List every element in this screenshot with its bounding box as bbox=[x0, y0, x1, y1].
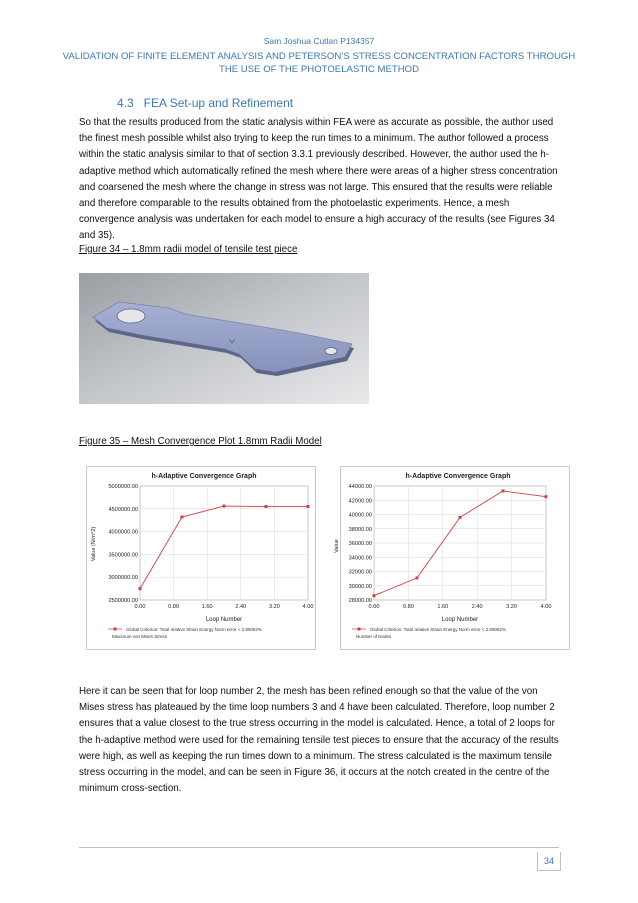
x-tick-label: 0.00 bbox=[134, 604, 146, 610]
y-axis-label: Value (N/m^2) bbox=[91, 526, 97, 562]
chart-title: h-Adaptive Convergence Graph bbox=[151, 473, 257, 480]
x-tick-label: 4.00 bbox=[302, 604, 314, 610]
data-point bbox=[265, 505, 268, 508]
y-tick-label: 5000000.00 bbox=[108, 484, 138, 490]
chart-title: h-Adaptive Convergence Graph bbox=[405, 473, 511, 480]
y-tick-label: 4000000.00 bbox=[108, 529, 138, 536]
x-tick-label: 1.60 bbox=[201, 604, 213, 610]
y-tick-label: 32000.00 bbox=[348, 569, 372, 576]
figure-34-image bbox=[79, 273, 369, 404]
y-tick-label: 34000.00 bbox=[348, 555, 372, 562]
header-author: Sam Joshua Cutlan P134357 bbox=[263, 36, 375, 46]
x-tick-label: 3.20 bbox=[268, 604, 280, 610]
footer-divider bbox=[79, 847, 559, 848]
data-point bbox=[181, 516, 184, 519]
data-point bbox=[416, 576, 419, 579]
data-point bbox=[502, 489, 505, 492]
x-tick-label: 4.00 bbox=[540, 604, 552, 610]
stress-convergence-chart bbox=[86, 466, 316, 650]
figure-34-caption: Figure 34 – 1.8mm radii model of tensile test piece bbox=[79, 244, 298, 255]
y-tick-label: 38000.00 bbox=[348, 526, 372, 533]
paragraph-1: So that the results produced from the static analysis within FEA were as accurate as possible, the author used the finest mesh possible whilst also trying to keep the run times to a minimum. The author followed a process within the static analysis similar to that of section 3.3.1 previously described. However, the author used the h-adaptive method which automatically refined the mesh where there were areas of a higher stress concentration and coarsened the mesh where the change in stress was not large. This ensured that the results were reliable and therefore comparable to the results obtained from the photoelastic experiments. Hence, a mesh convergence analysis was undertaken for each model to ensure a high accuracy of the results (see Figures 34 and 35). bbox=[79, 117, 558, 242]
figure-35-caption: Figure 35 – Mesh Convergence Plot 1.8mm Radii Model bbox=[79, 436, 322, 447]
y-tick-label: 36000.00 bbox=[348, 541, 372, 547]
legend-marker bbox=[114, 628, 117, 631]
x-tick-label: 3.20 bbox=[506, 604, 518, 610]
y-tick-label: 28000.00 bbox=[348, 598, 372, 604]
chart-note: Global Criterion: Total relative Strain Energy Norm error < 2.80062% bbox=[370, 627, 506, 632]
x-tick-label: 0.00 bbox=[368, 604, 380, 610]
page-header bbox=[0, 36, 638, 76]
data-point bbox=[139, 587, 142, 590]
x-tick-label: 2.40 bbox=[235, 604, 247, 610]
page-number: 34 bbox=[537, 852, 561, 871]
x-tick-label: 1.60 bbox=[437, 604, 449, 610]
x-tick-label: 0.80 bbox=[402, 604, 414, 610]
y-tick-label: 4500000.00 bbox=[108, 506, 138, 513]
data-point bbox=[545, 495, 548, 498]
section-heading: 4.3 FEA Set-up and Refinement bbox=[117, 96, 294, 110]
chart-note: Global Criterion: Total relative Strain Energy Norm error < 2.80062% bbox=[126, 627, 262, 632]
y-axis-label: Value bbox=[334, 539, 340, 553]
y-tick-label: 3500000.00 bbox=[108, 552, 138, 559]
y-tick-label: 3000000.00 bbox=[108, 575, 138, 582]
data-point bbox=[459, 516, 462, 519]
header-title: VALIDATION OF FINITE ELEMENT ANALYSIS AND PETERSON’S STRESS CONCENTRATION FACTORS THROUGH THE USE OF THE PHOTOELASTIC METHOD bbox=[62, 51, 576, 75]
x-tick-label: 0.80 bbox=[168, 604, 180, 610]
data-point bbox=[223, 505, 226, 508]
nodes-convergence-chart bbox=[334, 466, 570, 650]
x-axis-label: Loop Number bbox=[205, 617, 243, 623]
x-tick-label: 2.40 bbox=[471, 604, 483, 610]
data-point bbox=[307, 505, 310, 508]
y-tick-label: 40000.00 bbox=[348, 512, 372, 519]
legend-label: Maximum von Mises Stress bbox=[112, 634, 168, 639]
legend-marker bbox=[358, 628, 361, 631]
y-tick-label: 44000.00 bbox=[348, 484, 372, 490]
x-axis-label: Loop Number bbox=[441, 617, 479, 623]
y-tick-label: 42000.00 bbox=[348, 498, 372, 505]
y-tick-label: 30000.00 bbox=[348, 583, 372, 590]
legend-label: Number of Nodes bbox=[356, 634, 392, 639]
data-point bbox=[373, 594, 376, 597]
paragraph-2: Here it can be seen that for loop number 2, the mesh has been refined enough so that the value of the von Mises stress has plateaued by the time loop numbers 3 and 4 have been calculated. Therefore, loop number 2 ensures that a value closest to the true stress occurring in the model is calculated. Hence, a total of 2 loops for the h-adaptive method were used for the remaining tensile test pieces to ensure that the accuracy of the results were high, as well as keeping the run times down to a minimum. The stress calculated is the maximum tensile stress occurring in the model, and can be seen in Figure 36, it occurs at the notch created in the centre of the minimum cross-section. bbox=[79, 686, 559, 795]
y-tick-label: 2500000.00 bbox=[108, 598, 138, 604]
